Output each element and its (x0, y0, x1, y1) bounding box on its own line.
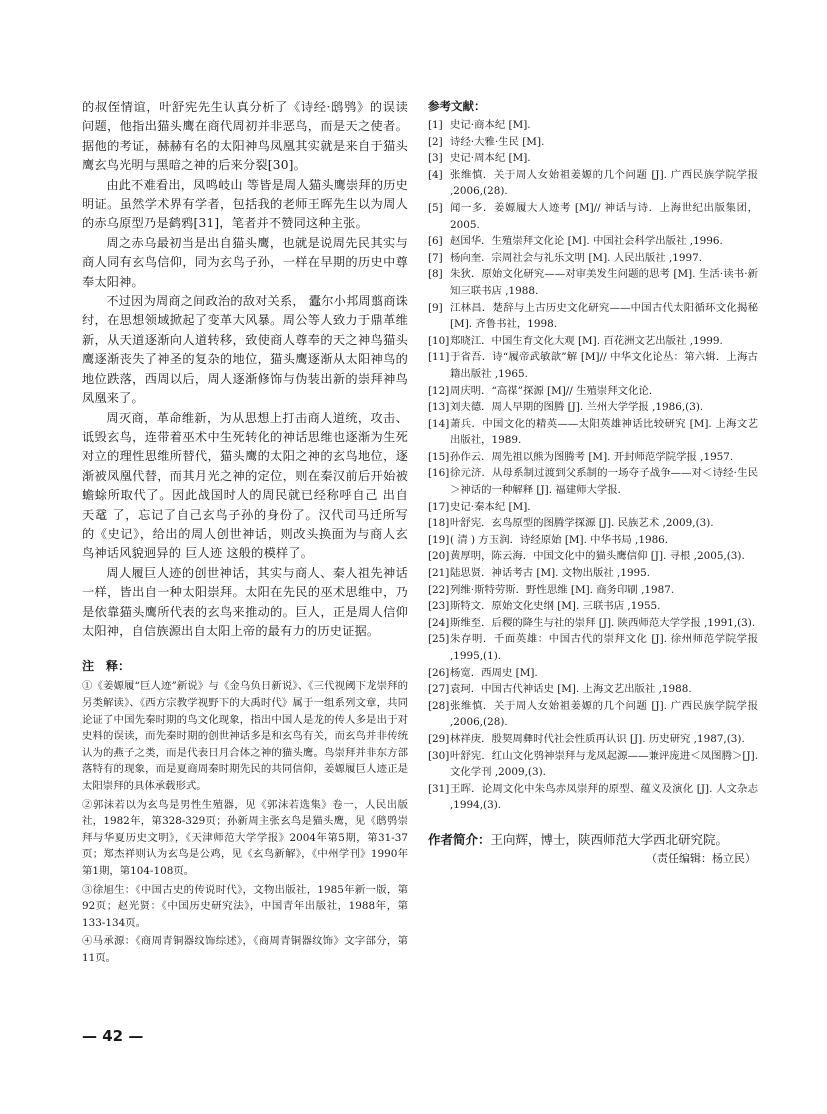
reference-text: 周庆明．“高禖”探源 [M]// 生殖崇拜文化论． (450, 384, 660, 397)
reference-number: [6] (428, 235, 443, 248)
reference-text: 列维·斯特劳斯．野性思维 [M]. 商务印刷 ,1987. (450, 583, 675, 596)
references-list (428, 117, 758, 814)
note-item: ③徐旭生：《中国古史的传说时代》，文物出版社，1985年新一版，第92页；赵光贤：《中国历史研究法》，中国青年出版社，1988年，第133-134页。 (82, 883, 408, 929)
right-column (428, 98, 758, 868)
reference-text: 朱狄．原始文化研究——对审美发生问题的思考 [M]. 生活·读书·新知三联书店 ,1988. (450, 268, 758, 297)
author-bio (428, 830, 758, 850)
reference-number: [21] (428, 567, 450, 580)
reference-text: 叶舒宪．红山文化鸮神崇拜与龙凤起源——兼评庞进＜凤图腾＞[J]. 文化学刊 ,2009,(3). (450, 749, 758, 779)
author-bio-label: 作者简介： (428, 831, 491, 847)
reference-text: 孙作云．周先祖以熊为图腾考 [M]. 开封师范学院学报 ,1957. (450, 450, 734, 463)
reference-item (428, 399, 758, 416)
reference-item (428, 781, 758, 814)
reference-item (428, 150, 758, 167)
reference-number: [20] (428, 550, 450, 563)
reference-item (428, 383, 758, 400)
reference-text: 陆思贤．神话考古 [M]. 文物出版社 ,1995. (450, 567, 651, 580)
reference-number: [7] (428, 251, 443, 264)
notes-list (82, 678, 408, 966)
reference-item (428, 200, 758, 233)
reference-item (428, 465, 758, 498)
author-bio-text: 王向辉，博士，陕西师范大学西北研究院。 (490, 831, 729, 847)
reference-text: 林祥庚．殷契周彝时代社会性质再认识 [J]. 历史研究 ,1987,(3). (450, 732, 745, 745)
reference-item (428, 250, 758, 267)
note-item: ①《姜嫄履“巨人迹”新说》与《金乌负日新说》、《三代视阈下龙崇拜的另类解读》、《西方宗教学视野下的大禹时代》属于一组系列文章，共同论证了中国先秦时期的鸟文化现象，指出中国人是龙的传人多是出于对史料的误读，而先秦时期的创世神话多是和玄鸟有关，而玄鸟并非传统认为的燕子之类，而是代表日月合体之神的猫头鹰。鸟崇拜并非东方部落特有的现象，而是夏商周秦时期先民的共同信仰，姜嫄履巨人迹正是太阳崇拜的具体承载形式。 (82, 680, 408, 792)
reference-text: 江林昌．楚辞与上古历史文化研究——中国古代太阳循环文化揭秘 [M]. 齐鲁书社，1998. (450, 301, 758, 331)
reference-number: [24] (428, 616, 450, 629)
reference-item (428, 565, 758, 582)
reference-text: 袁珂．中国古代神话史 [M]. 上海文艺出版社 ,1988. (450, 683, 692, 696)
reference-item (428, 748, 758, 781)
reference-text: 斯维至．后稷的降生与社的崇拜 [J]. 陕西师范大学学报 ,1991,(3). (450, 616, 756, 629)
reference-text: 萧兵．中国文化的精英——太阳英雄神话比较研究 [M]. 上海文艺出版社，1989. (450, 417, 758, 447)
reference-text: 史记·周本纪 [M]. (450, 152, 531, 165)
reference-number: [9] (428, 301, 443, 314)
reference-number: [23] (428, 600, 450, 613)
reference-number: [4] (428, 168, 443, 181)
reference-number: [17] (428, 500, 450, 513)
reference-text: 杨向奎．宗周社会与礼乐文明 [M]. 人民出版社 ,1997. (450, 251, 703, 264)
reference-text: 张维慎．关于周人女始祖姜嫄的几个问题 [J]. 广西民族学院学报 ,2006,(28). (450, 699, 758, 729)
references-title: 参考文献： (428, 99, 486, 113)
reference-item (428, 167, 758, 200)
reference-item (428, 515, 758, 532)
body-paragraph: 由此不难看出，凤鸣岐山 等皆是周人猫头鹰崇拜的历史明证。虽然学术界有学者，包括我的老师王晖先生以为周人的赤乌原型乃是鹤鸦[31]，笔者并不赞同这种主张。 (82, 177, 408, 231)
notes-title: 注 释： (82, 659, 131, 674)
reference-item (428, 300, 758, 333)
reference-number: [11] (428, 351, 450, 364)
reference-item (428, 117, 758, 134)
reference-item (428, 665, 758, 682)
reference-number: [19] (428, 533, 450, 546)
reference-text: ( 清 ) 方玉润．诗经原始 [M]. 中华书局 ,1986. (450, 533, 669, 546)
reference-item (428, 349, 758, 382)
reference-item (428, 449, 758, 466)
reference-item (428, 548, 758, 565)
reference-number: [27] (428, 683, 450, 696)
reference-text: 张维慎．关于周人女始祖姜嫄的几个问题 [J]. 广西民族学院学报 ,2006,(28). (450, 168, 758, 198)
reference-number: [15] (428, 450, 450, 463)
reference-item (428, 582, 758, 599)
reference-item (428, 615, 758, 632)
reference-text: 叶舒宪．玄鸟原型的图腾学探源 [J]. 民族艺术 ,2009,(3). (450, 517, 714, 530)
reference-number: [16] (428, 467, 450, 480)
reference-text: 诗经·大雅·生民 [M]. (450, 135, 545, 148)
reference-text: 史记·商本纪 [M]. (450, 119, 531, 131)
reference-number: [12] (428, 384, 450, 397)
reference-number: [31] (428, 782, 450, 795)
reference-number: [3] (428, 152, 443, 165)
reference-number: [13] (428, 401, 450, 414)
reference-item (428, 731, 758, 748)
body-paragraph: 不过因为周商之间政治的敌对关系， 蠹尔小邦周翦商诛纣，在思想领域掀起了变革大风暴。周公等人致力于鼎革维新，从天道逐渐向人道转移，致使商人尊奉的天之神鸟猫头鹰逐渐丧失了神圣的复杂的地位，猫头鹰逐渐从太阳神鸟的地位跌落，西周以后，周人逐渐修饰与伪装出新的崇拜神鸟 凤凰来了。 (82, 294, 408, 406)
reference-number: [14] (428, 417, 450, 430)
article-body (82, 98, 408, 641)
reference-number: [28] (428, 699, 450, 712)
reference-number: [18] (428, 517, 450, 530)
reference-text: 刘夫德．周人早期的图腾 [J]. 兰州大学学报 ,1986,(3). (450, 401, 704, 414)
page-number: — 42 — (82, 1027, 144, 1045)
reference-text: 闻一多．姜嫄履大人迹考 [M]// 神话与诗．上海世纪出版集团，2005. (450, 201, 758, 231)
reference-number: [5] (428, 201, 443, 214)
reference-item (428, 499, 758, 516)
reference-number: [22] (428, 583, 450, 596)
reference-item (428, 333, 758, 350)
body-paragraph: 周人履巨人迹的创世神话，其实与商人、秦人祖先神话一样，皆出自一种太阳崇拜。太阳在先民的巫术思维中，乃是依靠猫头鹰所代表的玄鸟来推动的。巨人，正是周人信仰太阳神，自信族源出自太阳上帝的最有力的历史证据。 (82, 565, 408, 638)
reference-number: [8] (428, 268, 443, 281)
reference-number: [2] (428, 135, 443, 148)
notes-section (82, 657, 408, 966)
reference-item (428, 416, 758, 449)
reference-text: 黄厚明，陈云海．中国文化中的猫头鹰信仰 [J]. 寻根 ,2005,(3). (450, 550, 745, 563)
reference-item (428, 598, 758, 615)
reference-text: 王晖．论周文化中朱鸟赤凤崇拜的原型、蕴义及演化 [J]. 人文杂志 ,1994,(3). (450, 782, 758, 812)
reference-item (428, 631, 758, 664)
reference-item (428, 532, 758, 549)
reference-text: 于省吾．诗“履帝武敏歆”解 [M]// 中华文化论丛：第六辑．上海古籍出版社 ,1965. (450, 351, 758, 380)
reference-text: 赵国华．生殖崇拜文化论 [M]. 中国社会科学出版社 ,1996. (450, 235, 723, 248)
reference-text: 斯特文．原始文化史纲 [M]. 三联书店 ,1955. (450, 600, 661, 613)
reference-text: 郑晓江．中国生育文化大观 [M]. 百花洲文艺出版社 ,1999. (450, 334, 723, 347)
body-paragraph: 的叔侄情谊，叶舒宪先生认真分析了《诗经·鸱鸮》的误读问题，他指出猫头鹰在商代周初并非恶鸟，而是天之使者。据他的考证，赫赫有名的太阳神鸟凤凰其实就是来自于猫头鹰玄鸟光明与黑暗之神的后来分裂[30]。 (82, 100, 408, 173)
reference-number: [25] (428, 633, 450, 646)
reference-text: 史记·秦本纪 [M]. (450, 500, 531, 513)
body-paragraph: 周之赤乌最初当是出自猫头鹰，也就是说周先民其实与商人同有玄鸟信仰，同为玄鸟子孙，一样在早期的历史中尊奉太阳神。 (82, 235, 408, 289)
reference-number: [30] (428, 749, 450, 762)
reference-text: 朱存明．千面英雄：中国古代的崇拜文化 [J]. 徐州师范学院学报 ,1995,(1). (450, 633, 758, 662)
reference-item (428, 134, 758, 151)
left-column (82, 98, 408, 968)
reference-item (428, 266, 758, 299)
body-paragraph: 周灭商，革命维新，为从思想上打击商人道统，攻击、诋毁玄鸟，连带着巫术中生死转化的神话思维也逐渐为生死对立的理性思维所替代，猫头鹰的太阳之神的玄鸟地位，逐渐被凤凰代替，而其月光之神的定位，则在秦汉前后开始被蟾蜍所取代了。因此战国时人的周民就已经称呼自己 出自天鼋 了，忘记了自己玄鸟子孙的身份了。汉代司马迁所写的《史记》，给出的周人创世神话，则改头换面为与商人玄鸟神话风貌迥异的 巨人迹 这般的模样了。 (82, 410, 408, 561)
reference-item (428, 681, 758, 698)
reference-text: 徐元济．从母系制过渡到父系制的一场夺子战争——对＜诗经·生民＞神话的一种解释 [J]. 福建师大学报． (450, 467, 758, 497)
reference-number: [1] (428, 119, 443, 131)
reference-number: [29] (428, 732, 450, 745)
reference-text: 杨宽．西周史 [M]. (450, 666, 538, 679)
reference-item (428, 698, 758, 731)
reference-item (428, 233, 758, 250)
responsible-editor: （责任编辑：杨立民） (646, 851, 756, 865)
note-item: ②郭沫若以为玄鸟是男性生殖器，见《郭沫若选集》卷一，人民出版社，1982年，第328-329页；孙新周主张玄鸟是猫头鹰，见《鸱鸮崇拜与华夏历史文明》，《天津师范大学学报》2004年第5期，第31-37页；郑杰祥则认为玄鸟是公鸡，见《玄鸟新解》，《中州学刊》1990年第1期，第104-108页。 (82, 798, 408, 877)
reference-number: [26] (428, 666, 450, 679)
note-item: ④马承源：《商周青铜器纹饰综述》，《商周青铜器纹饰》文字部分，第11页。 (82, 935, 408, 964)
reference-number: [10] (428, 334, 450, 347)
